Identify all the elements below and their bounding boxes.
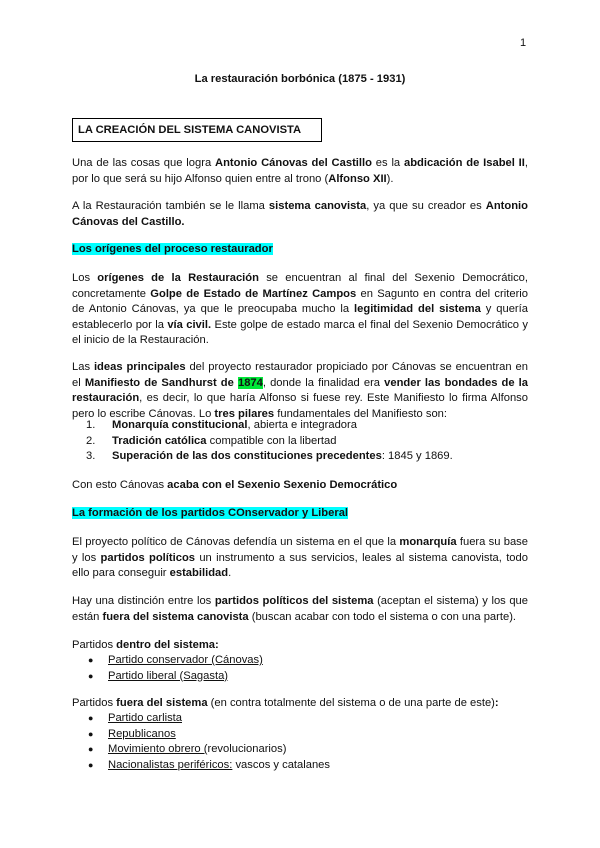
bullet-icon: ●	[88, 744, 94, 754]
section-title-box: LA CREACIÓN DEL SISTEMA CANOVISTA	[72, 118, 322, 142]
bullet-icon: ●	[88, 759, 94, 770]
list-item: ● Partido liberal (Sagasta)	[86, 669, 526, 685]
list-item: 2. Tradición católica compatible con la libertad	[86, 434, 337, 447]
paragraph-dentro: Partidos dentro del sistema:	[72, 639, 219, 651]
paragraph-fuera: Partidos fuera del sistema (en contra totalmente del sistema o de una parte de este):	[72, 697, 499, 709]
paragraph-proyecto: El proyecto político de Cánovas defendía un sistema en el que la monarquía fuera su base y los partidos políticos un instrumento a sus servicios, leales al sistema canovista, todo ello para conseguir estabilidad.	[72, 536, 529, 579]
list-item: ● Partido conservador (Cánovas)	[86, 653, 526, 669]
highlighted-heading: Los orígenes del proceso restaurador	[72, 243, 273, 255]
inside-parties-list	[86, 653, 526, 684]
outside-parties-list	[86, 711, 526, 773]
list-item: ● Republicanos	[86, 727, 526, 743]
page-number: 1	[520, 37, 527, 49]
highlighted-heading: La formación de los partidos COnservador y Liberal	[72, 507, 349, 519]
paragraph-intro: Una de las cosas que logra Antonio Cánovas del Castillo es la abdicación de Isabel II, por lo que será su hijo Alfonso quien entre al trono (Alfonso XII).	[72, 157, 529, 185]
document-title: La restauración borbónica (1875 - 1931)	[194, 73, 406, 85]
list-item: ● Movimiento obrero (revolucionarios)	[86, 742, 526, 758]
bullet-icon: ●	[88, 728, 94, 739]
pillars-list	[86, 418, 526, 465]
paragraph-manifiesto: Las ideas principales del proyecto restaurador propiciado por Cánovas se encuentran en el Manifiesto de Sandhurst de 1874, donde la finalidad era vender las bondades de la restauración, es decir, lo que haría Alfonso si fuese rey. Este Manifiesto lo firma Alfonso pero lo escribe Cánovas. Lo tres pilares fundamentales del Manifiesto son:	[72, 361, 528, 420]
bullet-icon: ●	[88, 655, 94, 665]
heading-origenes	[72, 242, 528, 258]
paragraph-canovista: A la Restauración también se le llama sistema canovista, ya que su creador es Antonio Cánovas del Castillo.	[72, 200, 528, 228]
paragraph-origenes: Los orígenes de la Restauración se encuentran al final del Sexenio Democrático, concretamente Golpe de Estado de Martínez Campos en Sagunto en contra del criterio de Antonio Cánovas, ya que le preocupaba mucho la legitimidad del sistema y quería establecerlo por la vía civil. Este golpe de estado marca el final del Sexenio Democrático y el inicio de la Restauración.	[72, 272, 529, 346]
paragraph-conclusion: Con esto Cánovas acaba con el Sexenio Sexenio Democrático	[72, 479, 398, 491]
list-item: ● Nacionalistas periféricos: vascos y catalanes	[86, 758, 526, 774]
list-item: ● Partido carlista	[86, 711, 526, 727]
list-item: 3. Superación de las dos constituciones precedentes: 1845 y 1869.	[86, 450, 453, 462]
highlighted-year: 1874	[237, 376, 263, 389]
list-item: 1. Monarquía constitucional, abierta e integradora	[86, 419, 357, 431]
heading-partidos	[72, 506, 528, 522]
paragraph-distincion: Hay una distinción entre los partidos políticos del sistema (aceptan el sistema) y los que están fuera del sistema canovista (buscan acabar con todo el sistema o con una parte).	[72, 595, 528, 623]
bullet-icon: ●	[88, 670, 94, 681]
bullet-icon: ●	[88, 713, 94, 723]
